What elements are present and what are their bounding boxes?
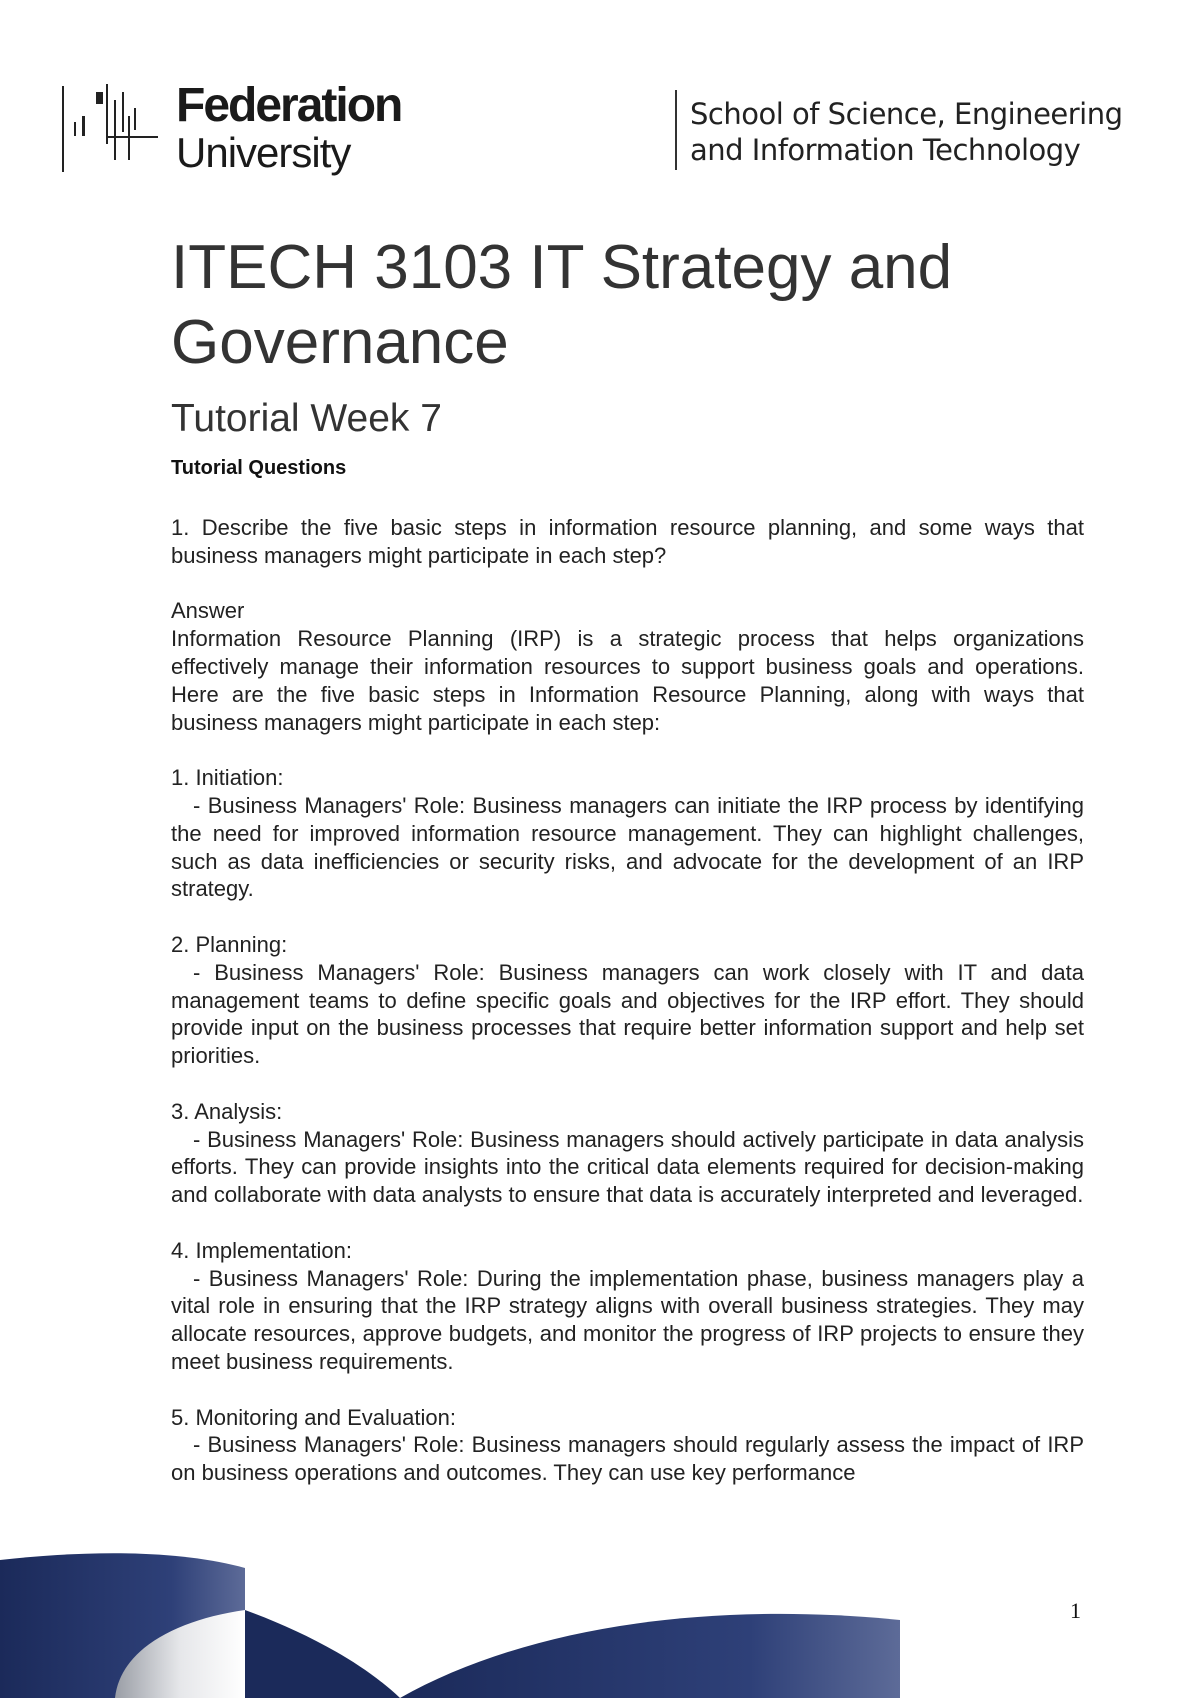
answer-label: Answer	[171, 598, 245, 624]
step-heading: 5. Monitoring and Evaluation:	[171, 1404, 456, 1430]
step-heading: 4. Implementation:	[171, 1237, 352, 1263]
step-role-text: - Business Managers' Role: Business managers should actively participate in data analysis efforts. They can provide insights into the critical data elements required for decision-making and collaborate with data analysts to ensure that data is accurately interpreted and leveraged.	[171, 1126, 1084, 1208]
header-divider	[675, 90, 677, 170]
step-heading: 1. Initiation:	[171, 765, 284, 791]
step-role-text: - Business Managers' Role: Business managers can initiate the IRP process by identifying the need for improved information resource management. They can highlight challenges, such as data inefficiencies or security risks, and advocate for the development of an IRP strategy.	[171, 792, 1084, 902]
question-text: 1. Describe the five basic steps in information resource planning, and some ways that business managers might participate in each step?	[171, 515, 1084, 568]
federation-university-logo	[62, 79, 422, 182]
footer-ribbon-graphic	[0, 1540, 1200, 1698]
school-name-line2: and Information Technology	[690, 133, 1081, 167]
step-role-text: - Business Managers' Role: Business managers can work closely with IT and data management teams to define specific goals and objectives for the IRP effort. They should provide input on the business processes that require better information support and help set priorities.	[171, 959, 1084, 1069]
document-title	[171, 230, 1084, 380]
logo-word-university: University	[176, 129, 351, 176]
page-number: 1	[1070, 1598, 1081, 1623]
document-subtitle: Tutorial Week 7	[171, 397, 442, 440]
step-role-text: - Business Managers' Role: Business managers should regularly assess the impact of IRP on business operations and outcomes. They can use key performance	[171, 1432, 1084, 1486]
answer-text	[171, 514, 1084, 1487]
page-header	[0, 0, 1200, 190]
step-heading: 3. Analysis:	[171, 1098, 283, 1124]
university-logo-mark-icon	[62, 84, 172, 174]
document-body	[171, 230, 1084, 1487]
title-line1: ITECH 3103 IT Strategy and	[171, 233, 953, 302]
logo-wordmark	[176, 79, 402, 176]
answer-intro: Information Resource Planning (IRP) is a strategic process that helps organizations effectively manage their information resources to support business goals and operations. Here are the five basic steps in Information Resource Planning, along with ways that business managers might participate in each step:	[171, 626, 1084, 735]
step-role-text: - Business Managers' Role: During the implementation phase, business managers play a vital role in ensuring that the IRP strategy aligns with overall business strategies. They may allocate resources, approve budgets, and monitor the progress of IRP projects to ensure they meet business requirements.	[171, 1265, 1084, 1374]
step-heading: 2. Planning:	[171, 931, 288, 957]
section-label: Tutorial Questions	[171, 457, 347, 479]
school-name-line1: School of Science, Engineering	[690, 97, 1123, 131]
school-name	[690, 96, 1123, 168]
title-line2: Governance	[171, 308, 509, 377]
logo-word-federation: Federation	[176, 79, 402, 132]
